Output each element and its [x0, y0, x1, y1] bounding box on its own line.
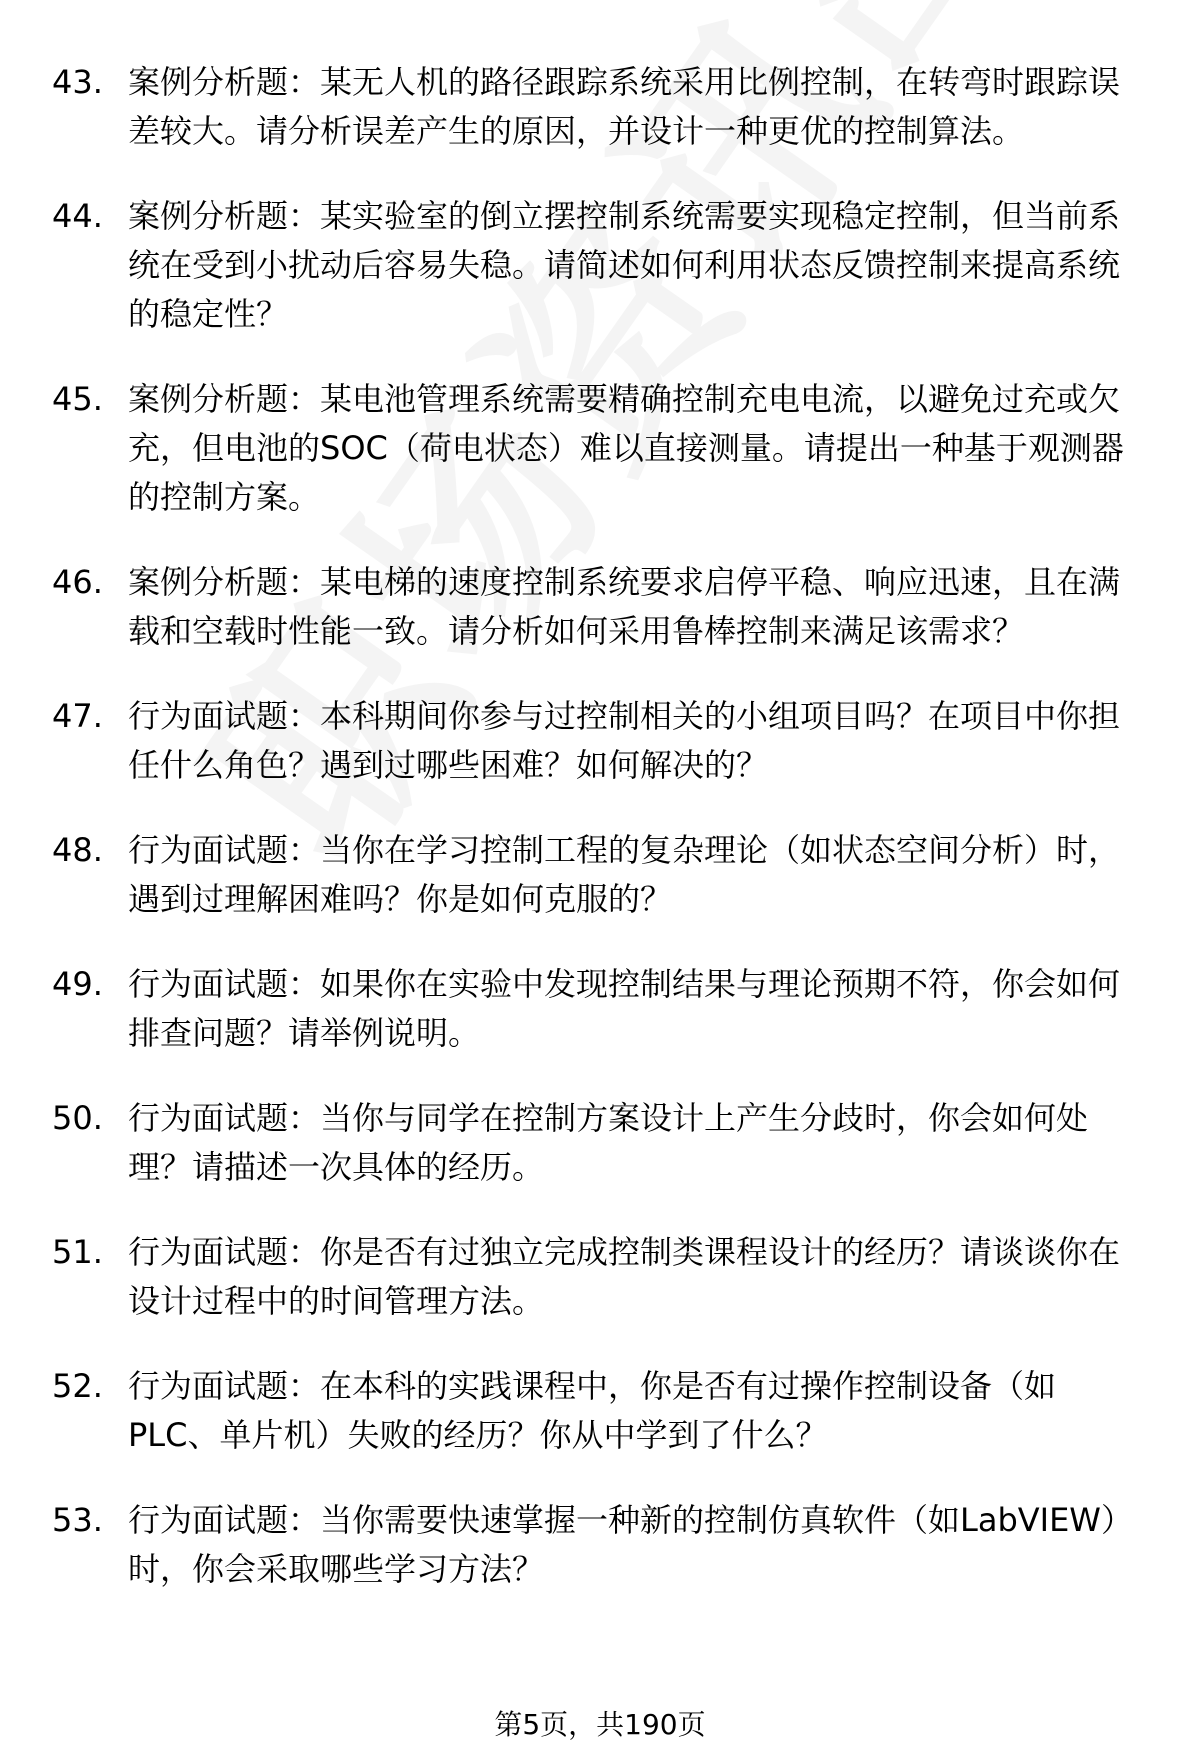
question-item	[52, 192, 1148, 339]
question-text: 行为面试题：当你在学习控制工程的复杂理论（如状态空间分析）时，遇到过理解困难吗？你是如何克服的？	[128, 831, 1121, 918]
question-item	[52, 558, 1148, 656]
question-number: 48.	[52, 831, 103, 869]
question-number: 49.	[52, 965, 103, 1003]
question-number: 50.	[52, 1099, 103, 1137]
question-text: 行为面试题：当你与同学在控制方案设计上产生分歧时，你会如何处理？请描述一次具体的经历。	[128, 1099, 1089, 1186]
question-item	[52, 58, 1148, 156]
question-text: 行为面试题：本科期间你参与过控制相关的小组项目吗？在项目中你担任什么角色？遇到过哪些困难？如何解决的？	[128, 697, 1121, 784]
question-text: 案例分析题：某电池管理系统需要精确控制充电电流，以避免过充或欠充，但电池的SOC（荷电状态）难以直接测量。请提出一种基于观测器的控制方案。	[128, 380, 1124, 516]
question-text: 行为面试题：如果你在实验中发现控制结果与理论预期不符，你会如何排查问题？请举例说明。	[128, 965, 1121, 1052]
question-number: 46.	[52, 563, 103, 601]
question-text: 行为面试题：你是否有过独立完成控制类课程设计的经历？请谈谈你在设计过程中的时间管理方法。	[128, 1233, 1121, 1320]
question-text: 案例分析题：某实验室的倒立摆控制系统需要实现稳定控制，但当前系统在受到小扰动后容易失稳。请简述如何利用状态反馈控制来提高系统的稳定性？	[128, 197, 1121, 333]
question-text: 行为面试题：当你需要快速掌握一种新的控制仿真软件（如LabVIEW）时，你会采取哪些学习方法？	[128, 1501, 1133, 1588]
question-number: 52.	[52, 1367, 103, 1405]
question-item	[52, 375, 1148, 522]
question-number: 44.	[52, 197, 103, 235]
question-text: 行为面试题：在本科的实践课程中，你是否有过操作控制设备（如PLC、单片机）失败的经历？你从中学到了什么？	[128, 1367, 1057, 1454]
question-number: 43.	[52, 63, 103, 101]
question-number: 53.	[52, 1501, 103, 1539]
question-item	[52, 1228, 1148, 1326]
question-text: 案例分析题：某电梯的速度控制系统要求启停平稳、响应迅速，且在满载和空载时性能一致。请分析如何采用鲁棒控制来满足该需求？	[128, 563, 1121, 650]
question-text: 案例分析题：某无人机的路径跟踪系统采用比例控制，在转弯时跟踪误差较大。请分析误差产生的原因，并设计一种更优的控制算法。	[128, 63, 1121, 150]
question-item	[52, 960, 1148, 1058]
question-number: 45.	[52, 380, 103, 418]
question-item	[52, 1362, 1148, 1460]
question-item	[52, 1496, 1148, 1594]
question-item	[52, 826, 1148, 924]
question-number: 47.	[52, 697, 103, 735]
question-item	[52, 1094, 1148, 1192]
question-list	[52, 58, 1148, 1594]
question-number: 51.	[52, 1233, 103, 1271]
page-number-footer: 第5页，共190页	[494, 1708, 706, 1741]
question-item	[52, 692, 1148, 790]
